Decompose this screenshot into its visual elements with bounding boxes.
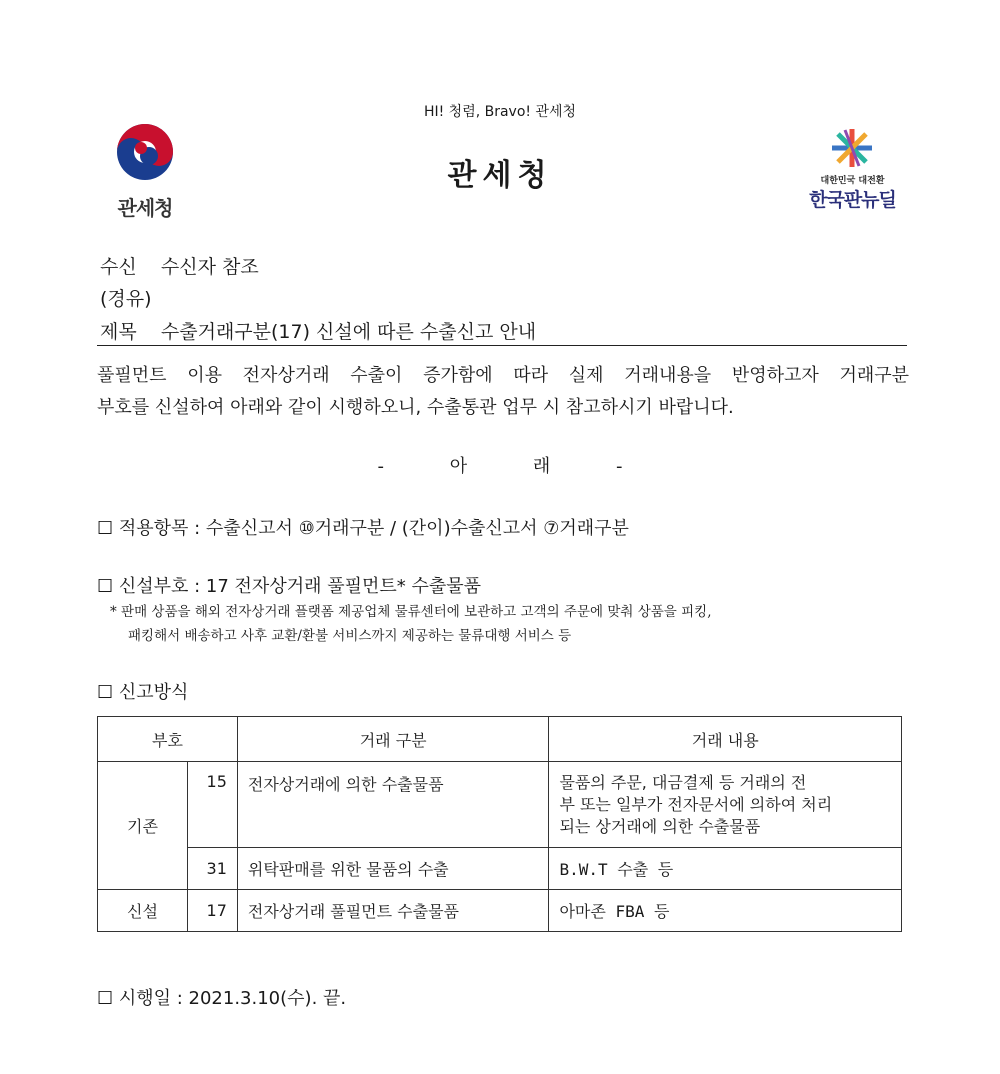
newdeal-logo — [800, 125, 905, 220]
body-paragraph — [97, 360, 909, 424]
header-code: 부호 — [98, 717, 238, 762]
group-existing: 기존 — [98, 762, 188, 890]
row-content-line: 물품의 주문, 대금결제 등 거래의 전 — [559, 772, 807, 792]
row-code: 15 — [187, 762, 237, 848]
table-row — [98, 890, 902, 932]
below-dash-left: - — [377, 456, 384, 477]
slogan: HI! 청렴, Bravo! 관세청 — [423, 104, 577, 120]
org-title: 관세청 — [447, 158, 553, 193]
body-line-1: 풀필먼트 이용 전자상거래 수출이 증가함에 따라 실제 거래내용을 반영하고자 거래구분 — [97, 365, 909, 386]
table-row — [98, 762, 902, 848]
logo-left-text: 관세청 — [117, 196, 173, 220]
row-content — [549, 762, 902, 848]
subject-line — [100, 317, 536, 344]
below-char-1: 아 — [449, 456, 468, 477]
recipient-value: 수신자 참조 — [160, 256, 259, 278]
body-line-2: 부호를 신설하여 아래와 같이 시행하오니, 수출통관 업무 시 참고하시기 바랍니다. — [97, 397, 734, 418]
method-item: ☐ 신고방식 — [97, 682, 189, 703]
row-code: 31 — [187, 848, 237, 890]
below-char-2: 래 — [532, 456, 551, 477]
new-code-item: ☐ 신설부호 : 17 전자상거래 풀필먼트* 수출물품 — [97, 576, 482, 597]
below-heading — [0, 452, 1000, 478]
effective-date-item: ☐ 시행일 : 2021.3.10(수). 끝. — [97, 988, 347, 1009]
row-type: 위탁판매를 위한 물품의 수출 — [237, 848, 549, 890]
header-type: 거래 구분 — [237, 717, 549, 762]
apply-item: ☐ 적용항목 : 수출신고서 ⑩거래구분 / (간이)수출신고서 ⑦거래구분 — [97, 518, 629, 539]
row-type: 전자상거래 풀필먼트 수출물품 — [237, 890, 549, 932]
header-content: 거래 내용 — [549, 717, 902, 762]
table-header-row — [98, 717, 902, 762]
row-content-line: 부 또는 일부가 전자문서에 의하여 처리 — [559, 794, 833, 814]
row-content: B.W.T 수출 등 — [549, 848, 902, 890]
recipient-line — [100, 252, 259, 279]
recipient-label: 수신 — [100, 256, 137, 278]
subject-label: 제목 — [100, 321, 137, 343]
via-line: (경유) — [100, 288, 152, 310]
row-code: 17 — [187, 890, 237, 932]
newdeal-big-text: 한국판뉴딜 — [809, 189, 896, 211]
row-content-line: 되는 상거래에 의한 수출물품 — [559, 816, 761, 836]
table-row — [98, 848, 902, 890]
subject-value: 수출거래구분(17) 신설에 따른 수출신고 안내 — [160, 321, 537, 343]
code-table — [97, 716, 902, 932]
footnote-line-2: 패킹해서 배송하고 사후 교환/환불 서비스까지 제공하는 물류대행 서비스 등 — [128, 628, 572, 644]
subject-divider — [97, 345, 907, 346]
footnote-line-1: * 판매 상품을 해외 전자상거래 플랫폼 제공업체 물류센터에 보관하고 고객의 주문에 맞춰 상품을 피킹, — [110, 604, 712, 620]
row-type: 전자상거래에 의한 수출물품 — [237, 762, 549, 848]
newdeal-star-icon — [800, 125, 905, 171]
row-content: 아마존 FBA 등 — [549, 890, 902, 932]
group-new: 신설 — [98, 890, 188, 932]
newdeal-small-text: 대한민국 대전환 — [820, 176, 885, 186]
below-dash-right: - — [615, 456, 623, 477]
